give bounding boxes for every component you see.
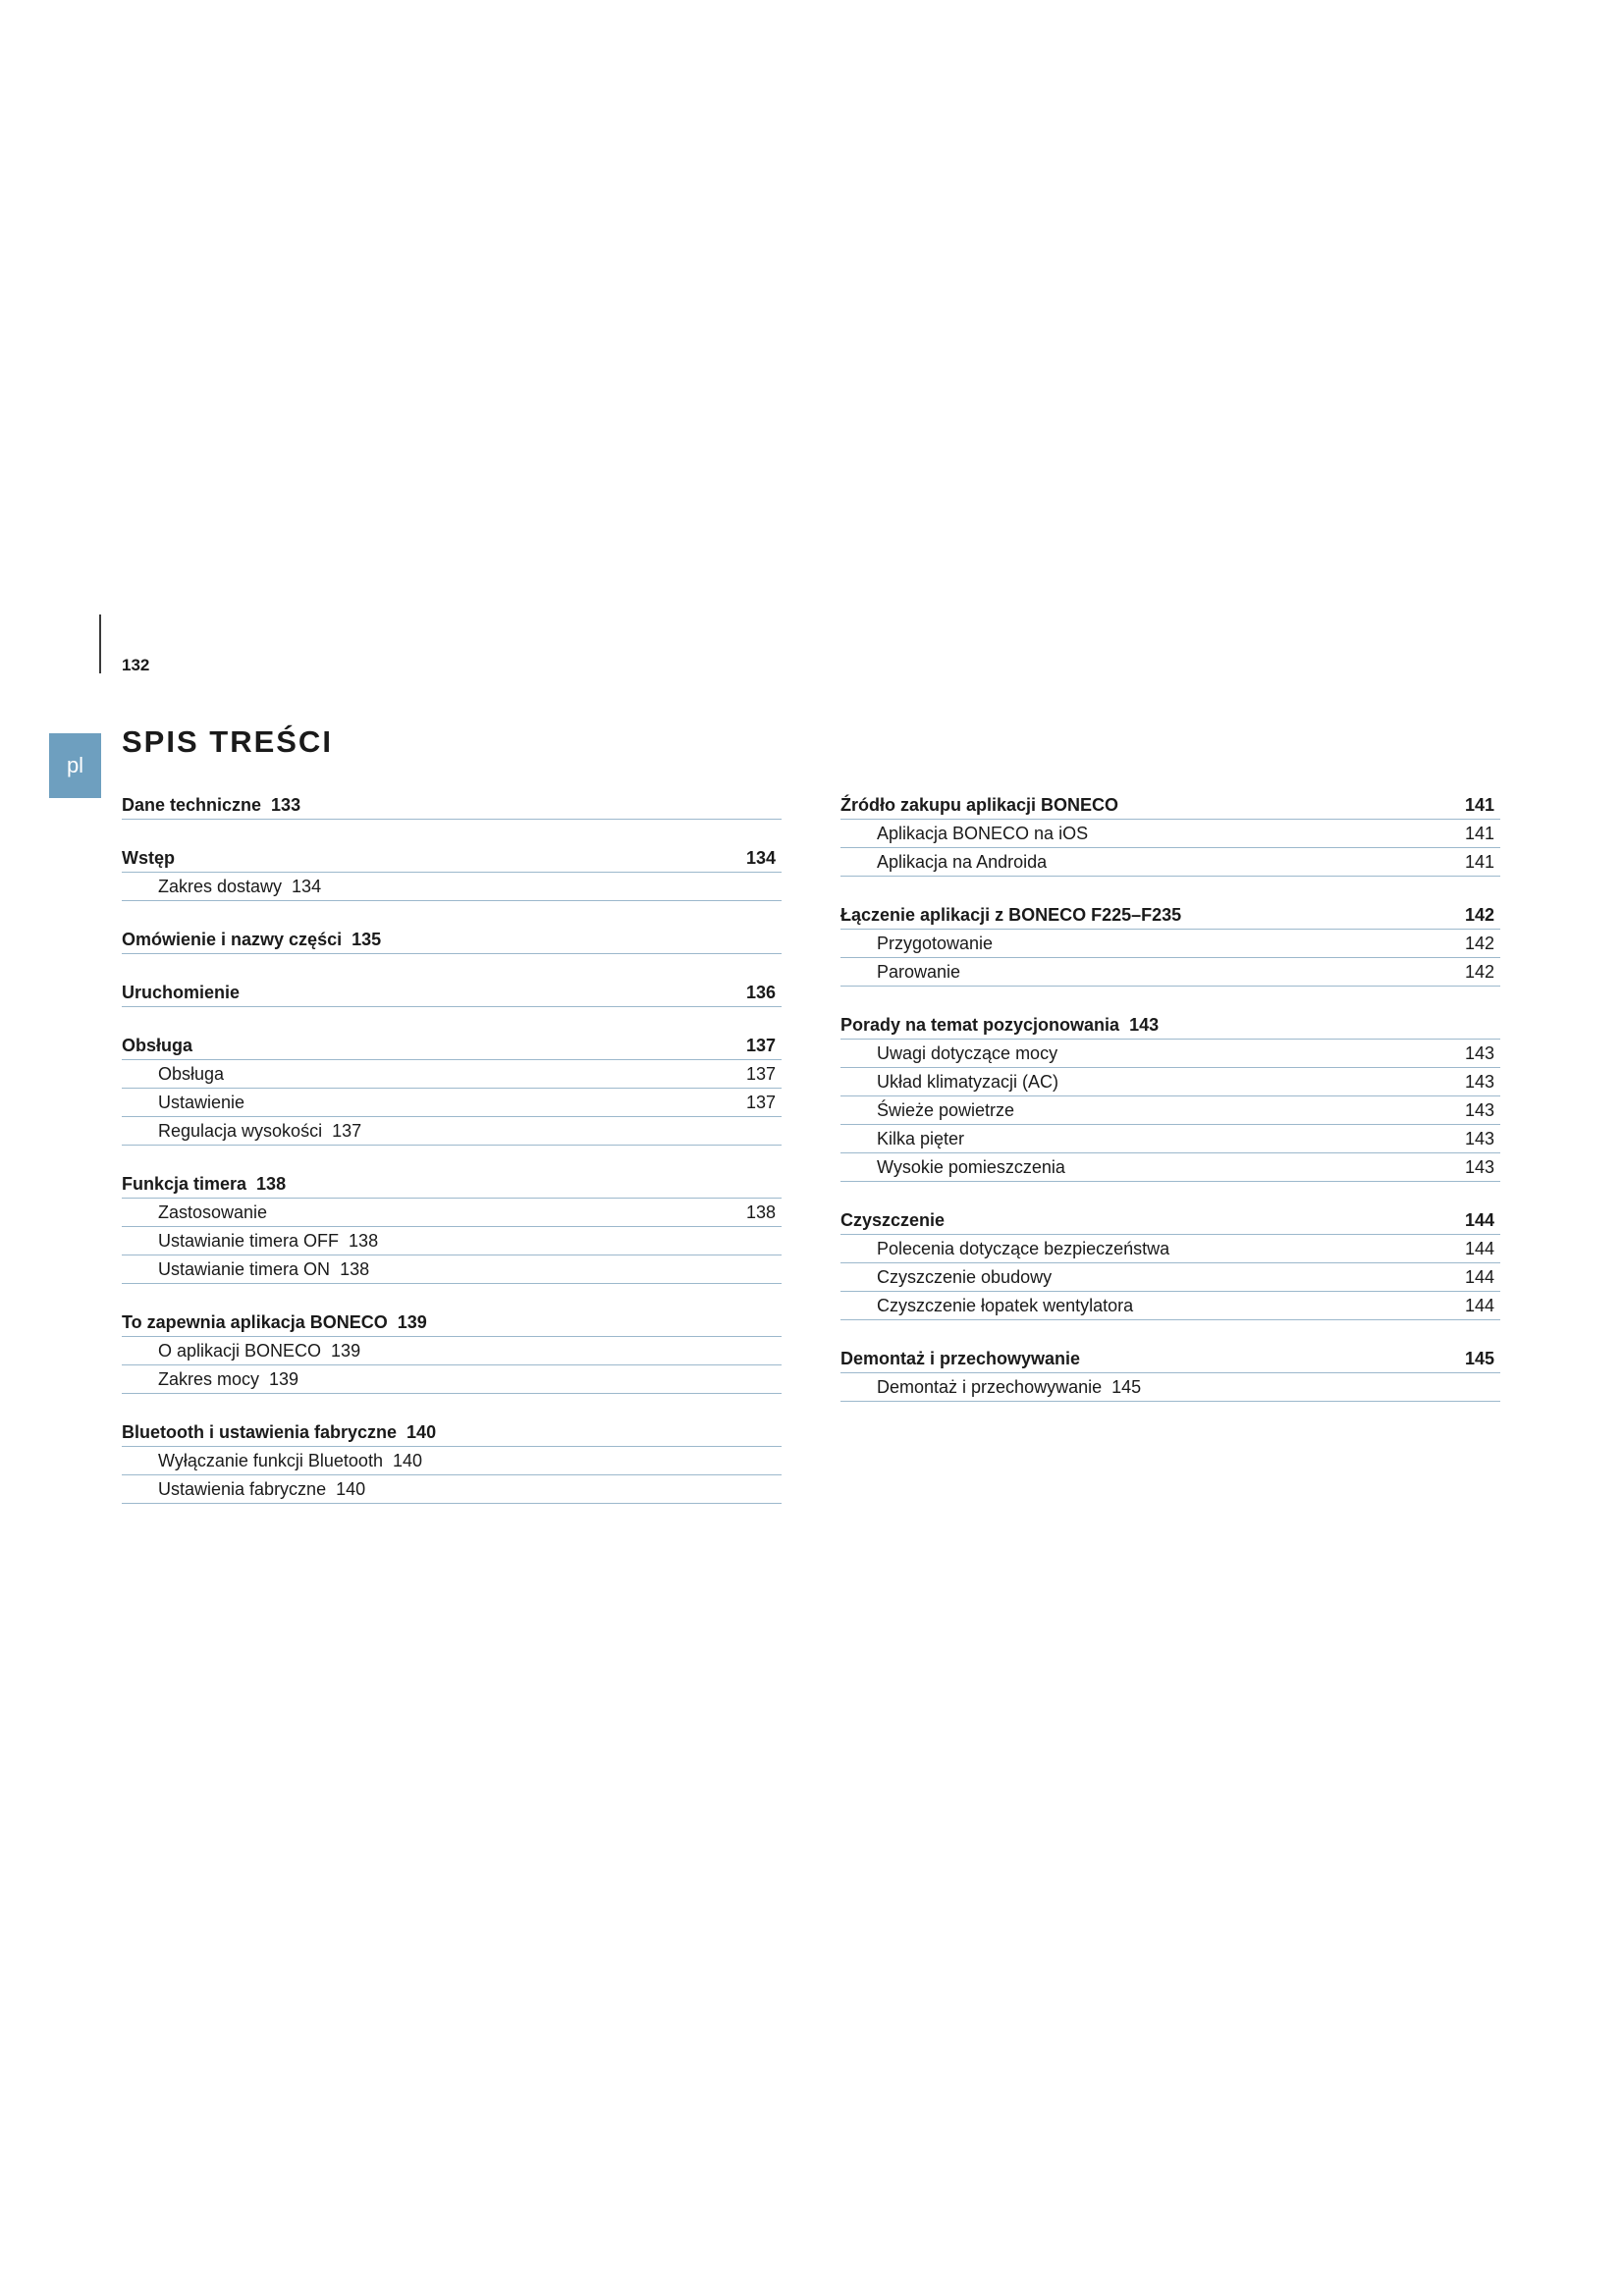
toc-entry-label bbox=[158, 1451, 422, 1471]
toc-heading-title: Dane techniczne bbox=[122, 795, 262, 815]
toc-section bbox=[122, 1418, 782, 1504]
toc-heading-page: 137 bbox=[745, 1036, 776, 1055]
toc-entry-label bbox=[877, 1129, 964, 1149]
toc-entry-label bbox=[158, 1202, 267, 1223]
toc-heading-title: Omówienie i nazwy części bbox=[122, 930, 343, 949]
toc-entry[interactable] bbox=[122, 1255, 782, 1284]
toc-heading-inline-page: 138 bbox=[256, 1174, 287, 1194]
toc-heading-label bbox=[122, 795, 300, 816]
toc-entry-title: Zakres dostawy bbox=[158, 877, 283, 896]
toc-entry-title: Demontaż i przechowywanie bbox=[877, 1377, 1103, 1397]
toc-entry[interactable] bbox=[122, 1475, 782, 1504]
toc-entry-label bbox=[877, 1100, 1014, 1121]
toc-entry[interactable] bbox=[122, 1227, 782, 1255]
toc-entry-inline-page: 137 bbox=[332, 1121, 362, 1141]
toc-entry-title: Aplikacja na Androida bbox=[877, 852, 1048, 872]
toc-entry-title: Zastosowanie bbox=[158, 1202, 268, 1222]
toc-heading-title: To zapewnia aplikacja BONECO bbox=[122, 1312, 388, 1332]
toc-entry[interactable] bbox=[122, 1199, 782, 1227]
toc-heading-title: Demontaż i przechowywanie bbox=[840, 1349, 1081, 1368]
toc-entry-page: 141 bbox=[1464, 824, 1494, 843]
toc-entry-label bbox=[877, 934, 993, 954]
toc-left-column bbox=[122, 791, 782, 1528]
toc-entry-label bbox=[877, 1267, 1052, 1288]
page-number: 132 bbox=[122, 656, 150, 674]
toc-heading-page: 141 bbox=[1464, 795, 1494, 815]
toc-entry-inline-page: 139 bbox=[269, 1369, 299, 1389]
toc-entry-title: Obsługa bbox=[158, 1064, 225, 1084]
toc-section bbox=[122, 1170, 782, 1284]
toc-heading-title: Łączenie aplikacji z BONECO F225–F235 bbox=[840, 905, 1182, 925]
toc-entry[interactable] bbox=[840, 1292, 1500, 1320]
toc-section-heading[interactable] bbox=[122, 1032, 782, 1060]
toc-entry-label bbox=[158, 877, 321, 897]
toc-title: SPIS TREŚCI bbox=[122, 724, 333, 759]
toc-heading-inline-page: 140 bbox=[406, 1422, 437, 1442]
toc-entry-inline-page: 138 bbox=[340, 1259, 370, 1279]
toc-entry[interactable] bbox=[840, 1235, 1500, 1263]
toc-entry-page: 142 bbox=[1464, 934, 1494, 953]
toc-entry-page: 137 bbox=[745, 1064, 776, 1084]
toc-entry-title: Układ klimatyzacji (AC) bbox=[877, 1072, 1059, 1092]
toc-entry-page: 141 bbox=[1464, 852, 1494, 872]
toc-entry-label bbox=[877, 852, 1047, 873]
toc-entry-inline-page: 134 bbox=[292, 877, 322, 896]
toc-entry[interactable] bbox=[122, 1365, 782, 1394]
toc-entry-label bbox=[877, 1157, 1065, 1178]
toc-entry-title: Ustawianie timera OFF bbox=[158, 1231, 340, 1251]
toc-entry[interactable] bbox=[122, 1337, 782, 1365]
toc-entry-title: Ustawianie timera ON bbox=[158, 1259, 331, 1279]
toc-section-heading[interactable] bbox=[122, 1418, 782, 1447]
toc-heading-title: Porady na temat pozycjonowania bbox=[840, 1015, 1120, 1035]
toc-heading-inline-page: 135 bbox=[352, 930, 382, 949]
toc-entry-title: Ustawienie bbox=[158, 1093, 245, 1112]
toc-entry-title: Aplikacja BONECO na iOS bbox=[877, 824, 1089, 843]
toc-entry[interactable] bbox=[122, 873, 782, 901]
toc-heading-label bbox=[122, 930, 381, 950]
toc-entry[interactable] bbox=[122, 1089, 782, 1117]
toc-entry-title: Świeże powietrze bbox=[877, 1100, 1015, 1120]
toc-section-heading[interactable] bbox=[840, 1206, 1500, 1235]
toc-heading-label bbox=[840, 1210, 945, 1231]
toc-entry-title: Kilka pięter bbox=[877, 1129, 965, 1148]
toc-entry-label bbox=[158, 1341, 360, 1362]
toc-entry-label bbox=[877, 1072, 1058, 1093]
toc-entry-title: Czyszczenie obudowy bbox=[877, 1267, 1053, 1287]
toc-entry-label bbox=[158, 1121, 361, 1142]
toc-right-column bbox=[840, 791, 1500, 1426]
toc-heading-label bbox=[122, 848, 175, 869]
toc-heading-label bbox=[122, 1036, 192, 1056]
toc-entry[interactable] bbox=[840, 1373, 1500, 1402]
toc-entry-title: Uwagi dotyczące mocy bbox=[877, 1043, 1058, 1063]
toc-entry-label bbox=[877, 1239, 1169, 1259]
toc-entry-inline-page: 140 bbox=[392, 1451, 423, 1470]
language-tab[interactable]: pl bbox=[49, 733, 101, 798]
toc-section bbox=[840, 1011, 1500, 1182]
toc-entry-page: 138 bbox=[745, 1202, 776, 1222]
toc-section-heading[interactable] bbox=[840, 791, 1500, 820]
toc-entry-label bbox=[158, 1064, 224, 1085]
toc-heading-label bbox=[122, 983, 240, 1003]
toc-heading-title: Czyszczenie bbox=[840, 1210, 946, 1230]
toc-entry[interactable] bbox=[840, 1125, 1500, 1153]
toc-entry-label bbox=[877, 1296, 1133, 1316]
toc-section bbox=[122, 979, 782, 1007]
toc-entry-inline-page: 145 bbox=[1111, 1377, 1142, 1397]
toc-entry-title: Wyłączanie funkcji Bluetooth bbox=[158, 1451, 383, 1470]
toc-heading-page: 142 bbox=[1464, 905, 1494, 925]
toc-entry-label bbox=[158, 1231, 378, 1252]
toc-entry-label bbox=[158, 1259, 369, 1280]
toc-entry[interactable] bbox=[840, 1153, 1500, 1182]
toc-entry-page: 144 bbox=[1464, 1239, 1494, 1258]
toc-entry-title: Czyszczenie łopatek wentylatora bbox=[877, 1296, 1134, 1315]
toc-entry-page: 144 bbox=[1464, 1267, 1494, 1287]
toc-entry-title: Zakres mocy bbox=[158, 1369, 260, 1389]
toc-section-heading[interactable] bbox=[840, 901, 1500, 930]
toc-heading-label bbox=[122, 1312, 427, 1333]
toc-entry-page: 143 bbox=[1464, 1129, 1494, 1148]
toc-heading-label bbox=[840, 1349, 1080, 1369]
toc-heading-title: Wstęp bbox=[122, 848, 175, 868]
toc-heading-page: 145 bbox=[1464, 1349, 1494, 1368]
toc-entry-label bbox=[158, 1479, 365, 1500]
toc-heading-inline-page: 133 bbox=[271, 795, 301, 815]
toc-heading-title: Obsługa bbox=[122, 1036, 193, 1055]
toc-entry-title: Wysokie pomieszczenia bbox=[877, 1157, 1065, 1177]
toc-entry[interactable] bbox=[840, 1096, 1500, 1125]
toc-section-heading[interactable] bbox=[122, 926, 782, 954]
toc-section bbox=[840, 901, 1500, 987]
toc-section-heading[interactable] bbox=[122, 844, 782, 873]
toc-heading-label bbox=[122, 1174, 286, 1195]
toc-entry-label bbox=[158, 1093, 244, 1113]
toc-entry-page: 144 bbox=[1464, 1296, 1494, 1315]
toc-entry-page: 137 bbox=[745, 1093, 776, 1112]
toc-entry-page: 143 bbox=[1464, 1157, 1494, 1177]
toc-entry-inline-page: 140 bbox=[336, 1479, 366, 1499]
toc-section bbox=[122, 844, 782, 901]
toc-entry[interactable] bbox=[840, 848, 1500, 877]
toc-heading-title: Bluetooth i ustawienia fabryczne bbox=[122, 1422, 398, 1442]
toc-entry-title: O aplikacji BONECO bbox=[158, 1341, 322, 1361]
toc-entry[interactable] bbox=[122, 1060, 782, 1089]
toc-heading-label bbox=[840, 905, 1181, 926]
toc-entry-label bbox=[877, 962, 960, 983]
toc-heading-inline-page: 139 bbox=[397, 1312, 427, 1332]
toc-entry[interactable] bbox=[840, 958, 1500, 987]
toc-section bbox=[122, 1308, 782, 1394]
toc-section-heading[interactable] bbox=[840, 1011, 1500, 1040]
toc-entry-inline-page: 138 bbox=[349, 1231, 379, 1251]
toc-section-heading[interactable] bbox=[122, 791, 782, 820]
toc-entry[interactable] bbox=[840, 930, 1500, 958]
toc-entry-title: Regulacja wysokości bbox=[158, 1121, 323, 1141]
toc-entry-label bbox=[877, 1377, 1141, 1398]
toc-heading-title: Źródło zakupu aplikacji BONECO bbox=[840, 795, 1119, 815]
toc-entry-page: 142 bbox=[1464, 962, 1494, 982]
toc-section bbox=[840, 1206, 1500, 1320]
toc-heading-inline-page: 143 bbox=[1129, 1015, 1160, 1035]
toc-section bbox=[840, 791, 1500, 877]
toc-heading-label bbox=[840, 795, 1118, 816]
toc-entry-inline-page: 139 bbox=[331, 1341, 361, 1361]
toc-entry[interactable] bbox=[840, 1263, 1500, 1292]
toc-heading-page: 144 bbox=[1464, 1210, 1494, 1230]
toc-entry-title: Przygotowanie bbox=[877, 934, 994, 953]
toc-heading-title: Uruchomienie bbox=[122, 983, 241, 1002]
toc-entry[interactable] bbox=[122, 1117, 782, 1146]
toc-entry-label bbox=[877, 824, 1088, 844]
toc-entry-label bbox=[877, 1043, 1057, 1064]
toc-section bbox=[122, 926, 782, 954]
toc-heading-title: Funkcja timera bbox=[122, 1174, 247, 1194]
toc-entry-label bbox=[158, 1369, 298, 1390]
toc-section-heading[interactable] bbox=[122, 979, 782, 1007]
toc-entry-title: Polecenia dotyczące bezpieczeństwa bbox=[877, 1239, 1170, 1258]
toc-entry[interactable] bbox=[840, 1040, 1500, 1068]
toc-section-heading[interactable] bbox=[122, 1170, 782, 1199]
toc-section-heading[interactable] bbox=[122, 1308, 782, 1337]
toc-entry[interactable] bbox=[840, 1068, 1500, 1096]
toc-section bbox=[122, 1032, 782, 1146]
toc-section-heading[interactable] bbox=[840, 1345, 1500, 1373]
toc-heading-label bbox=[840, 1015, 1159, 1036]
toc-entry-title: Parowanie bbox=[877, 962, 961, 982]
toc-entry-page: 143 bbox=[1464, 1043, 1494, 1063]
toc-entry-page: 143 bbox=[1464, 1072, 1494, 1092]
toc-heading-page: 134 bbox=[745, 848, 776, 868]
toc-entry[interactable] bbox=[122, 1447, 782, 1475]
toc-heading-page: 136 bbox=[745, 983, 776, 1002]
toc-heading-label bbox=[122, 1422, 436, 1443]
toc-entry-title: Ustawienia fabryczne bbox=[158, 1479, 327, 1499]
toc-entry-page: 143 bbox=[1464, 1100, 1494, 1120]
toc-entry[interactable] bbox=[840, 820, 1500, 848]
margin-rule bbox=[99, 614, 101, 673]
toc-section bbox=[122, 791, 782, 820]
toc-section bbox=[840, 1345, 1500, 1402]
